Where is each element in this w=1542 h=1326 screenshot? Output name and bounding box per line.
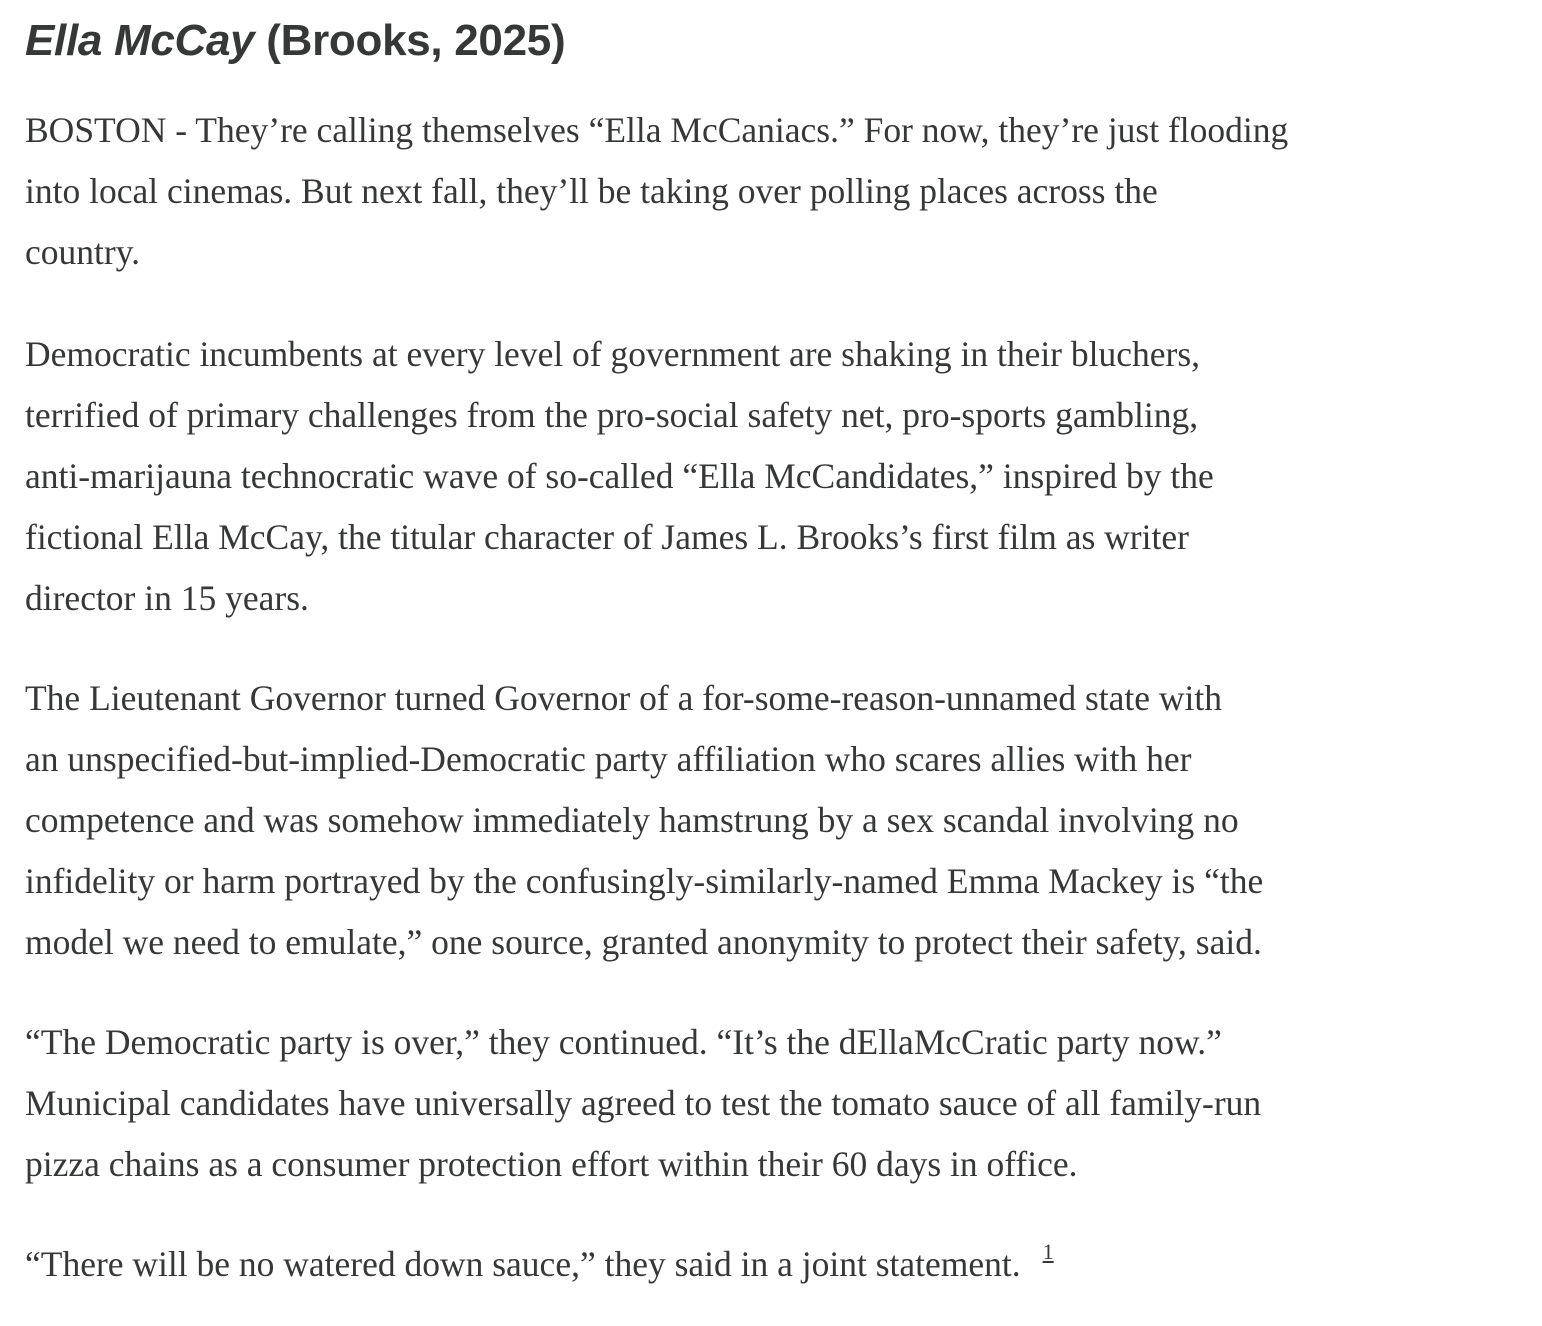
- paragraph-line: The Lieutenant Governor turned Governor of a for-some-reason-unnamed state with: [25, 678, 1222, 718]
- paragraph-line: BOSTON - They’re calling themselves “Ella McCaniacs.” For now, they’re just flooding: [25, 110, 1289, 150]
- paragraph-line: infidelity or harm portrayed by the confusingly-similarly-named Emma Mackey is “the: [25, 861, 1264, 901]
- paragraph-line: anti-marijauna technocratic wave of so-called “Ella McCandidates,” inspired by the: [25, 456, 1214, 496]
- paragraph-5: [25, 1234, 1054, 1295]
- paragraph-line: Municipal candidates have universally agreed to test the tomato sauce of all family-run: [25, 1083, 1262, 1123]
- paragraph-line: an unspecified-but-implied-Democratic party affiliation who scares allies with her: [25, 739, 1192, 779]
- paragraph-line: director in 15 years.: [25, 578, 309, 618]
- paragraph-2: [25, 324, 1214, 629]
- paragraph-line: Democratic incumbents at every level of government are shaking in their bluchers,: [25, 334, 1201, 374]
- paragraph-line: “The Democratic party is over,” they continued. “It’s the dEllaMcCratic party now.”: [25, 1022, 1222, 1062]
- paragraph-1: [25, 100, 1288, 283]
- paragraph-line: model we need to emulate,” one source, granted anonymity to protect their safety, said.: [25, 922, 1262, 962]
- article: [25, 0, 1525, 1284]
- paragraph-line: country.: [25, 232, 141, 272]
- paragraph-line: fictional Ella McCay, the titular character of James L. Brooks’s first film as writer: [25, 517, 1189, 557]
- article-title: [25, 13, 1525, 69]
- footnote-link[interactable]: 1: [1042, 1239, 1054, 1265]
- article-title-film: Ella McCay: [25, 16, 255, 65]
- paragraph-line: competence and was somehow immediately hamstrung by a sex scandal involving no: [25, 800, 1239, 840]
- paragraph-line: into local cinemas. But next fall, they’ll be taking over polling places across the: [25, 171, 1158, 211]
- article-title-credit: (Brooks, 2025): [254, 16, 566, 65]
- paragraph-3: [25, 668, 1263, 973]
- paragraph-line: “There will be no watered down sauce,” they said in a joint statement.: [25, 1244, 1021, 1284]
- paragraph-4: [25, 1012, 1261, 1195]
- paragraph-line: pizza chains as a consumer protection effort within their 60 days in office.: [25, 1144, 1078, 1184]
- paragraph-line: terrified of primary challenges from the pro-social safety net, pro-sports gambling,: [25, 395, 1199, 435]
